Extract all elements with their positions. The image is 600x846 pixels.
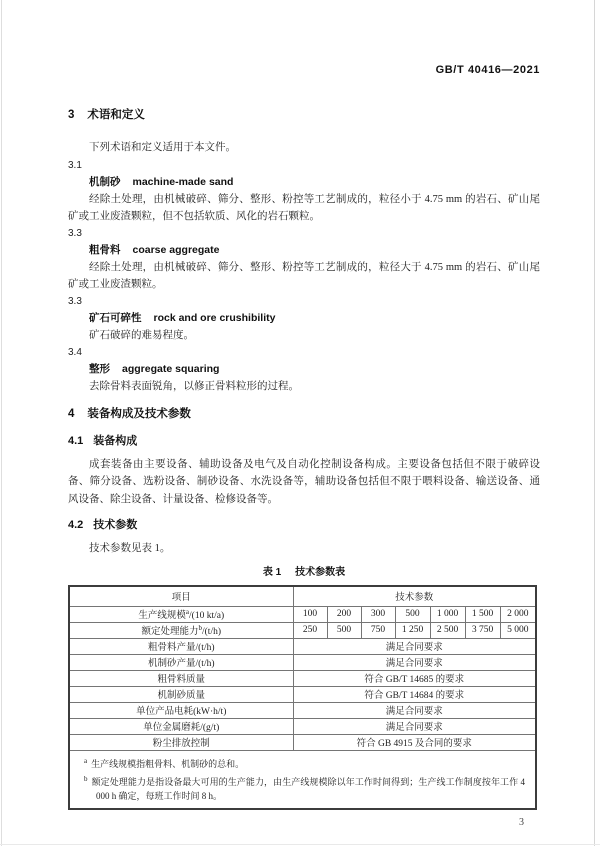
row-label-text: 额定处理能力 — [141, 627, 199, 637]
term-definition: 矿石破碎的难易程度。 — [89, 329, 194, 341]
term-heading — [68, 310, 540, 327]
row-label: 单位产品电耗(kW·h/t) — [69, 702, 293, 718]
section-3-title: 术语和定义 — [87, 109, 145, 121]
cell-span-value: 符合 GB/T 14685 的要求 — [293, 670, 536, 686]
term-number: 3.1 — [68, 159, 82, 171]
section-4-1-number: 4.1 — [68, 434, 84, 447]
page-number: 3 — [519, 817, 524, 828]
cell-value: 500 — [395, 606, 430, 622]
term-definition: 经除土处理，由机械破碎、筛分、整形、粉控等工艺制成的，粒径小于 4.75 mm 的岩石、矿山尾矿或工业废渣颗粒，但不包括软质、风化的岩石颗粒。 — [68, 193, 540, 222]
row-label: 粗骨料质量 — [69, 670, 293, 686]
section-4-2-number: 4.2 — [68, 519, 84, 531]
cell-value: 2 000 — [500, 606, 536, 622]
row-label-unit: /(10 kt/a) — [189, 611, 225, 621]
section-4-number: 4 — [68, 407, 75, 420]
term-en: coarse aggregate — [132, 243, 220, 256]
table-row-dust-emission-control — [69, 734, 536, 750]
table-footnotes-cell — [69, 750, 536, 809]
cell-value: 250 — [293, 622, 327, 638]
term-zh: 整形 — [89, 362, 110, 375]
term-block-crushibility — [68, 293, 540, 344]
table-row-coarse-aggregate-quality — [69, 670, 536, 686]
term-number: 3.4 — [68, 346, 82, 358]
term-heading — [68, 174, 540, 191]
cell-value: 1 000 — [430, 606, 465, 622]
footnote-marker-a: a — [185, 607, 190, 616]
footnote-b-marker: b — [84, 775, 88, 783]
cell-span-value: 满足合同要求 — [293, 702, 536, 718]
table-row-unit-metal-wear — [69, 718, 536, 734]
table-row-machine-made-sand-quality — [69, 686, 536, 702]
table-row-machine-made-sand-output — [69, 654, 536, 670]
table-1-caption — [68, 566, 540, 579]
section-4-2-heading — [68, 518, 540, 532]
cell-span-value: 满足合同要求 — [293, 654, 536, 670]
section-3-intro: 下列术语和定义适用于本文件。 — [89, 142, 236, 153]
table-header-item: 项目 — [69, 586, 293, 607]
section-3-number: 3 — [68, 109, 75, 121]
section-4-2-title: 技术参数 — [93, 519, 138, 531]
term-number: 3.3 — [68, 227, 82, 239]
term-en: aggregate squaring — [122, 362, 220, 375]
term-definition: 经除土处理，由机械破碎、筛分、整形、粉控等工艺制成的，粒径大于 4.75 mm 的岩石、矿山尾矿或工业废渣颗粒。 — [68, 261, 540, 290]
term-heading — [68, 361, 540, 378]
cell-value: 500 — [327, 622, 361, 638]
table-row-coarse-aggregate-output — [69, 638, 536, 654]
term-zh: 机制砂 — [89, 175, 121, 188]
footnote-a-marker: a — [84, 756, 88, 765]
cell-value: 100 — [293, 606, 327, 622]
row-label-unit: /(t/h) — [202, 627, 221, 637]
term-number: 3.3 — [68, 295, 82, 307]
table-row-production-line-scale — [69, 606, 536, 622]
technical-parameters-table — [68, 585, 537, 811]
footnote-b-text: 额定处理能力是指设备最大可用的生产能力，由生产线规模除以年工作时间得到；生产线工作制度按年工作 4 000 h 确定，每班工作时间 8 h。 — [91, 777, 526, 801]
table-1-caption-title: 技术参数表 — [295, 566, 346, 578]
row-label: 粉尘排放控制 — [69, 734, 293, 750]
term-zh: 矿石可碎性 — [89, 311, 142, 324]
section-4-1-heading — [68, 434, 540, 448]
row-label: 单位金属磨耗/(g/t) — [69, 718, 293, 734]
term-en: machine-made sand — [132, 175, 234, 188]
table-row-unit-power-consumption — [69, 702, 536, 718]
cell-span-value: 满足合同要求 — [293, 718, 536, 734]
term-zh: 粗骨料 — [89, 243, 121, 256]
section-4-1-body: 成套装备由主要设备、辅助设备及电气及自动化控制设备构成。主要设备包括但不限于破碎设备、筛分设备、选粉设备、制砂设备、水洗设备等，辅助设备包括但不限于喂料设备、输送设备、通风设备、除尘设备、计量设备、检修设备等。 — [68, 458, 540, 505]
section-3-heading — [68, 108, 540, 123]
row-label: 粗骨料产量/(t/h) — [69, 638, 293, 654]
table-footnote-b — [84, 773, 525, 803]
cell-value: 1 500 — [465, 606, 500, 622]
footnote-a-text: 生产线规模指粗骨料、机制砂的总和。 — [91, 758, 245, 769]
section-4-heading — [68, 407, 540, 422]
cell-span-value: 符合 GB 4915 及合同的要求 — [293, 734, 536, 750]
cell-span-value: 满足合同要求 — [293, 638, 536, 654]
row-label: 机制砂质量 — [69, 686, 293, 702]
term-en: rock and ore crushibility — [153, 311, 276, 324]
standard-code: GB/T 40416—2021 — [435, 64, 540, 76]
term-block-machine-made-sand — [68, 157, 540, 225]
cell-value: 300 — [361, 606, 395, 622]
term-heading — [68, 242, 540, 259]
cell-value: 750 — [361, 622, 395, 638]
table-footnotes-row — [69, 750, 536, 809]
row-label-text: 生产线规模 — [138, 611, 186, 621]
section-4-title: 装备构成及技术参数 — [87, 407, 191, 420]
table-header-row — [69, 586, 536, 607]
cell-value: 1 250 — [395, 622, 430, 638]
table-header-params: 技术参数 — [293, 586, 536, 607]
cell-value: 5 000 — [500, 622, 536, 638]
table-1-caption-label: 表 1 — [262, 566, 282, 578]
cell-span-value: 符合 GB/T 14684 的要求 — [293, 686, 536, 702]
section-4-2-body: 技术参数见表 1。 — [89, 543, 171, 554]
row-label — [69, 606, 293, 622]
row-label: 机制砂产量/(t/h) — [69, 654, 293, 670]
cell-value: 2 500 — [430, 622, 465, 638]
table-row-rated-capacity — [69, 622, 536, 638]
term-block-coarse-aggregate — [68, 225, 540, 293]
table-footnote-a — [84, 755, 525, 772]
term-definition: 去除骨料表面锐角，以修正骨料粒形的过程。 — [89, 380, 299, 392]
term-block-aggregate-squaring — [68, 344, 540, 395]
footnote-marker-b: b — [198, 623, 202, 632]
cell-value: 200 — [327, 606, 361, 622]
cell-value: 3 750 — [465, 622, 500, 638]
section-4-1-title: 装备构成 — [93, 434, 138, 447]
row-label — [69, 622, 293, 638]
